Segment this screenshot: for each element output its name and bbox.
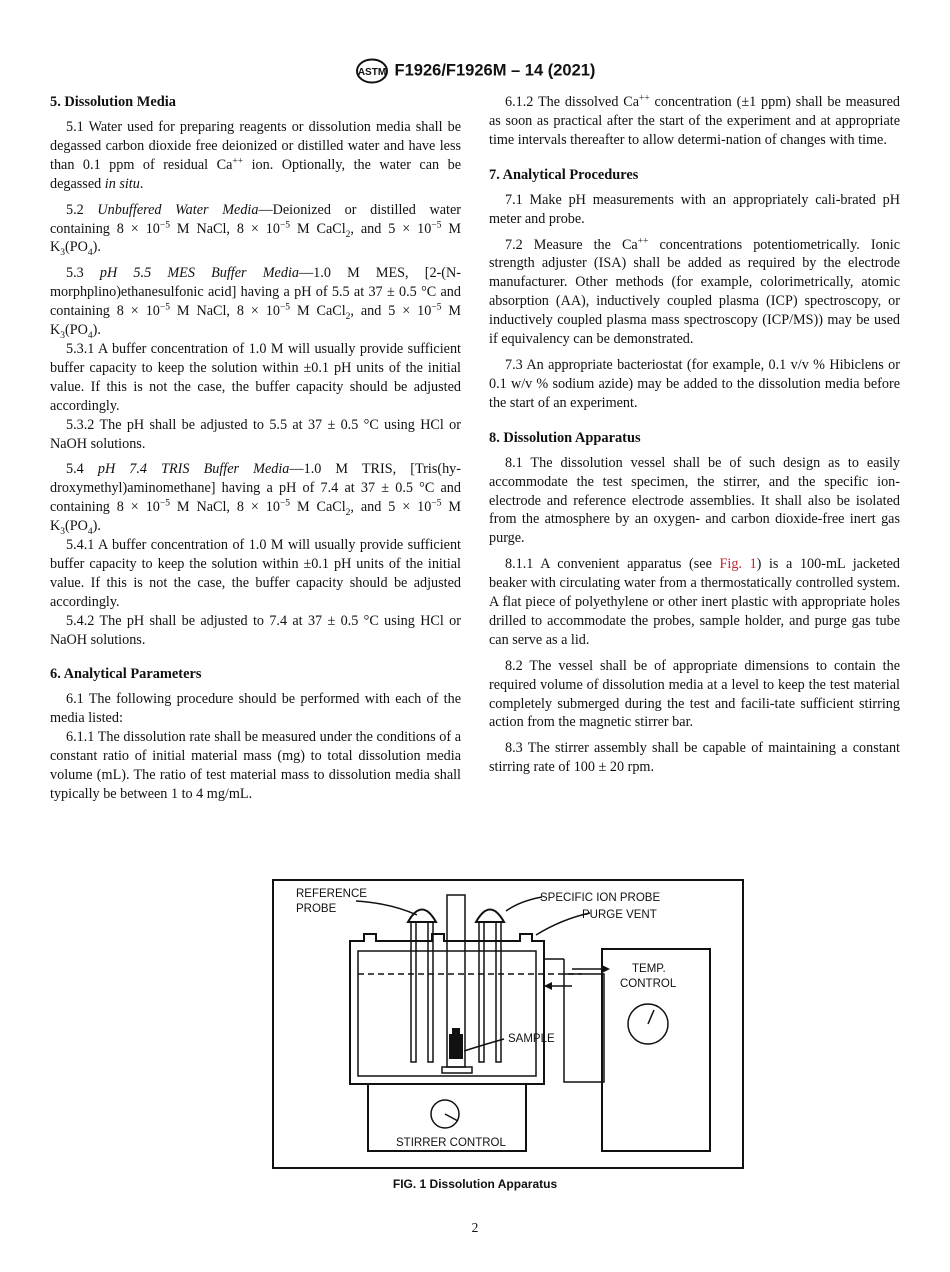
astm-logo-icon: [355, 58, 389, 84]
paragraph-7-3: 7.3 An appropriate bacteriostat (for example, 0.1 v/v % Hibiclens or 0.1 w/v % sodium azide) may be added to the dissolution media before the start of an experiment.: [489, 356, 900, 411]
page-header: [0, 58, 950, 84]
paragraph-6-1: 6.1 The following procedure should be performed with each of the media listed:: [50, 691, 461, 727]
paragraph-5-4-2: 5.4.2 The pH shall be adjusted to 7.4 at 37 ± 0.5 °C using HCl or NaOH solutions.: [50, 612, 461, 648]
dissolution-apparatus-figure: [272, 879, 744, 1169]
section-7-heading: 7. Analytical Procedures: [489, 166, 639, 183]
section-8-heading: 8. Dissolution Apparatus: [489, 429, 641, 446]
reference-probe-cap: [408, 910, 436, 923]
paragraph-8-1: 8.1 The dissolution vessel shall be of such design as to easily accommodate the test specimen, the stirrer, and the specific ion-electrode and reference electrode assemblies. It shall also be isolated from the atmosphere by an oxygen- and carbon dioxide-free inert gas purge.: [489, 454, 900, 547]
paragraph-5-1: 5.1 Water used for preparing reagents or dissolution media shall be degassed carbon dioxide free deionized or distilled water and have less than 0.1 ppm of residual Ca++ ion. Optionally, the water can be degassed in situ.: [50, 119, 461, 192]
paragraph-6-1-1: 6.1.1 The dissolution rate shall be measured under the conditions of a constant ratio of initial material mass (mg) to total dissolution media volume (mL). The ratio of test material mass to dissolution media shall typically be between 1 to 4 mg/mL.: [50, 729, 461, 802]
specific-ion-probe-cap: [476, 910, 504, 923]
paragraph-5-4-1: 5.4.1 A buffer concentration of 1.0 M will usually provide sufficient buffer capacity to keep the solution within ±0.1 pH units of the initial value. If this is not the case, the buffer capacity should be adjusted accordingly.: [50, 537, 461, 610]
label-reference: REFERENCE: [296, 888, 367, 900]
section-5-heading: 5. Dissolution Media: [50, 94, 176, 110]
section-6-heading: 6. Analytical Parameters: [50, 666, 202, 683]
paragraph-6-1-2: 6.1.2 The dissolved Ca++ concentration (±1 ppm) shall be measured as soon as practical after the start of the experiment and at appropriate time intervals thereafter to allow determi-nation of changes with time.: [489, 93, 900, 148]
label-reference-probe: PROBE: [296, 903, 337, 915]
standard-designation: F1926/F1926M – 14 (2021): [394, 61, 596, 80]
paragraph-5-4: 5.4 pH 7.4 TRIS Buffer Media—1.0 M TRIS, [Tris(hy-droxymethyl)aminomethane] having a pH of 7.4 at 37 ± 0.5 °C and containing $8 \times 10^{-5}$ M NaCl, $8 \times 10^{-5}$ M CaCl$_2$, and $5 \times 10^{-5}$ M $K_3(PO_4)$.: [50, 461, 462, 537]
paragraph-8-2: 8.2 The vessel shall be of appropriate dimensions to contain the required volume of dissolution media at a level to keep the test material completely submerged during the test and facili-tate sufficient stirring action from the magnetic stirrer bar.: [489, 657, 900, 731]
paragraph-5-3-1: 5.3.1 A buffer concentration of 1.0 M will usually provide sufficient buffer capacity to keep the solution within ±0.1 pH units of the initial value. If this is not the case, the buffer capacity should be adjusted accordingly.: [50, 340, 461, 414]
figure-frame: [273, 880, 743, 1168]
specific-ion-probe-stem: [479, 922, 484, 1062]
label-temp: TEMP.: [632, 963, 666, 975]
svg-text:ASTM: ASTM: [357, 67, 386, 78]
label-sample: SAMPLE: [508, 1033, 555, 1045]
paragraph-5-3: 5.3 pH 5.5 MES Buffer Media—1.0 M MES, [2-(N-morphplino)ethanesulfonic acid] having a pH of 5.5 at 37 ± 0.5 °C and containing $8 \times 10^{-5}$ M NaCl, $8 \times 10^{-5}$ M CaCl$_2$, and $5 \times 10^{-5}$ M $K_3(PO_4)$.: [50, 265, 462, 341]
page-number: 2: [471, 1220, 479, 1235]
temp-jacket-connector: [564, 974, 604, 1082]
reference-probe-stem: [411, 922, 416, 1062]
paragraph-5-3-2: 5.3.2 The pH shall be adjusted to 5.5 at 37 ± 0.5 °C using HCl or NaOH solutions.: [50, 416, 461, 452]
stir-bar: [442, 1067, 472, 1073]
label-purge-vent: PURGE VENT: [582, 909, 657, 921]
paragraph-8-1-1: 8.1.1 A convenient apparatus (see Fig. 1) is a 100-mL jacketed beaker with circulating water from a thermostatically controlled system. A flat piece of polyethylene or other inert plastic with appropriate holes drilled to accommodate the probes, sample holder, and purge gas tube can serve as a lid.: [489, 556, 900, 648]
left-column: [50, 93, 461, 804]
figure-caption: FIG. 1 Dissolution Apparatus: [392, 1177, 558, 1191]
fig-1-link[interactable]: Fig. 1: [719, 556, 757, 573]
paragraph-7-2: 7.2 Measure the Ca++ concentrations potentiometrically. Ionic strength adjuster (ISA) shall be added as required by the electrode manufacturer. Other methods (for example, colorimetrically, atomic absorption (AA), inductively coupled plasma (ICP) spectroscopy, or inductively coupled plasma mass spectroscopy (ICP/MS)) may be used if equivalency can be demonstrated.: [489, 235, 900, 348]
sample-block: [449, 1034, 463, 1059]
paragraph-5-2: 5.2 Unbuffered Water Media—Deionized or distilled water containing $8 \times 10^{-5}$ M NaCl, $8 \times 10^{-5}$ M CaCl$_2$, and $5 \times 10^{-5}$ M $K_3(PO_4)$.: [50, 201, 462, 259]
label-stirrer-control: STIRRER CONTROL: [396, 1137, 506, 1149]
label-specific-ion-probe: SPECIFIC ION PROBE: [540, 892, 661, 904]
label-control: CONTROL: [620, 978, 677, 990]
paragraph-7-1: 7.1 Make pH measurements with an appropriately cali-brated pH meter and probe.: [489, 191, 900, 227]
right-column: [489, 93, 900, 777]
paragraph-8-3: 8.3 The stirrer assembly shall be capable of maintaining a constant stirring rate of 100 ± 20 rpm.: [489, 740, 900, 776]
